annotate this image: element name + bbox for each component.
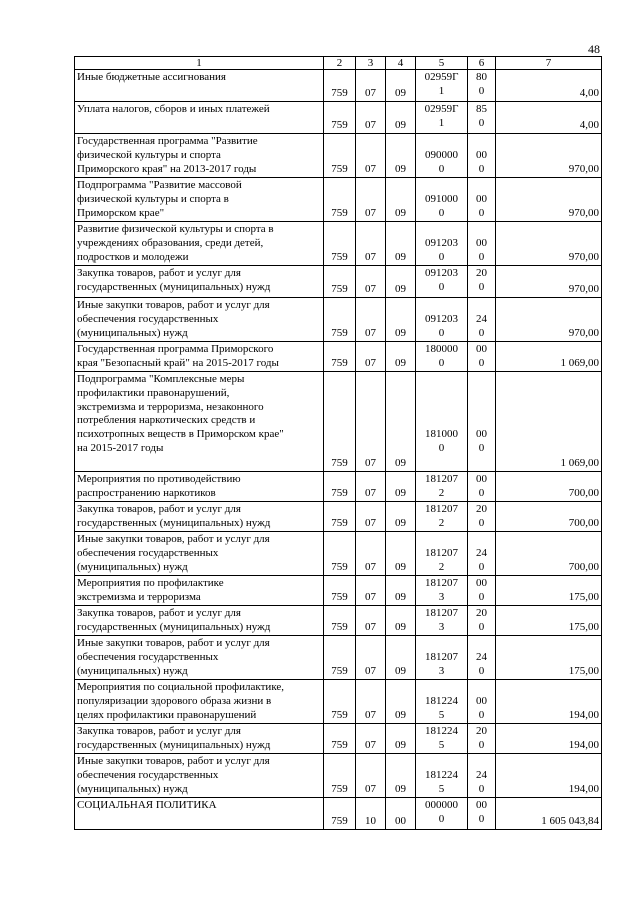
row-name-cell: Мероприятия по социальной профилактике, популяризации здорового образа жизни в целях профилактики правонарушений (75, 680, 324, 724)
row-code-cell: 09 (386, 754, 416, 798)
row-code-cell: 759 (324, 102, 356, 134)
row-code-cell: 759 (324, 266, 356, 298)
row-code-cell: 07 (356, 134, 386, 178)
row-amount-cell: 970,00 (496, 298, 602, 342)
row-name-cell: СОЦИАЛЬНАЯ ПОЛИТИКА (75, 798, 324, 830)
row-expense-code-cell: 00 0 (468, 472, 496, 502)
row-code-cell: 09 (386, 342, 416, 372)
row-code-cell: 07 (356, 266, 386, 298)
row-expense-code-cell: 00 0 (468, 178, 496, 222)
row-code-cell: 759 (324, 298, 356, 342)
row-code-cell: 09 (386, 298, 416, 342)
table-row (75, 502, 602, 532)
budget-table (74, 56, 602, 830)
table-row (75, 636, 602, 680)
row-expense-code-cell: 00 0 (468, 798, 496, 830)
row-expense-code-cell: 00 0 (468, 342, 496, 372)
header-row (75, 57, 602, 70)
row-code-cell: 759 (324, 636, 356, 680)
row-expense-code-cell: 80 0 (468, 70, 496, 102)
row-name-cell: Закупка товаров, работ и услуг для государственных (муниципальных) нужд (75, 606, 324, 636)
row-target-code-cell: 000000 0 (416, 798, 468, 830)
column-header: 1 (75, 57, 324, 70)
row-code-cell: 09 (386, 576, 416, 606)
row-code-cell: 07 (356, 102, 386, 134)
table-row (75, 266, 602, 298)
row-code-cell: 09 (386, 178, 416, 222)
table-row (75, 576, 602, 606)
row-expense-code-cell: 00 0 (468, 680, 496, 724)
row-code-cell: 07 (356, 342, 386, 372)
row-expense-code-cell: 00 0 (468, 576, 496, 606)
row-code-cell: 759 (324, 178, 356, 222)
row-code-cell: 07 (356, 606, 386, 636)
row-code-cell: 759 (324, 532, 356, 576)
row-code-cell: 07 (356, 178, 386, 222)
row-target-code-cell: 181224 5 (416, 724, 468, 754)
row-code-cell: 07 (356, 680, 386, 724)
row-amount-cell: 194,00 (496, 724, 602, 754)
row-expense-code-cell: 20 0 (468, 266, 496, 298)
row-target-code-cell: 02959Г 1 (416, 70, 468, 102)
page-number: 48 (588, 42, 600, 56)
row-name-cell: Мероприятия по противодействию распространению наркотиков (75, 472, 324, 502)
table-row (75, 472, 602, 502)
row-target-code-cell: 091203 0 (416, 298, 468, 342)
table-row (75, 754, 602, 798)
row-name-cell: Закупка товаров, работ и услуг для государственных (муниципальных) нужд (75, 724, 324, 754)
row-expense-code-cell: 85 0 (468, 102, 496, 134)
row-name-cell: Закупка товаров, работ и услуг для государственных (муниципальных) нужд (75, 502, 324, 532)
row-code-cell: 09 (386, 724, 416, 754)
row-name-cell: Иные закупки товаров, работ и услуг для обеспечения государственных (муниципальных) нужд (75, 636, 324, 680)
row-code-cell: 09 (386, 532, 416, 576)
table-row (75, 70, 602, 102)
row-code-cell: 759 (324, 472, 356, 502)
table-row (75, 680, 602, 724)
row-name-cell: Мероприятия по профилактике экстремизма и терроризма (75, 576, 324, 606)
table-row (75, 178, 602, 222)
row-code-cell: 759 (324, 502, 356, 532)
row-amount-cell: 1 069,00 (496, 372, 602, 472)
row-target-code-cell: 091203 0 (416, 222, 468, 266)
table-row (75, 342, 602, 372)
row-target-code-cell: 181000 0 (416, 372, 468, 472)
row-name-cell: Иные закупки товаров, работ и услуг для обеспечения государственных (муниципальных) нужд (75, 298, 324, 342)
row-code-cell: 09 (386, 70, 416, 102)
row-amount-cell: 175,00 (496, 606, 602, 636)
row-name-cell: Подпрограмма "Развитие массовой физической культуры и спорта в Приморском крае" (75, 178, 324, 222)
row-code-cell: 07 (356, 532, 386, 576)
row-expense-code-cell: 24 0 (468, 532, 496, 576)
row-code-cell: 07 (356, 222, 386, 266)
row-code-cell: 759 (324, 342, 356, 372)
row-code-cell: 10 (356, 798, 386, 830)
row-amount-cell: 700,00 (496, 472, 602, 502)
row-amount-cell: 175,00 (496, 576, 602, 606)
table-row (75, 606, 602, 636)
row-amount-cell: 1 605 043,84 (496, 798, 602, 830)
row-name-cell: Государственная программа "Развитие физической культуры и спорта Приморского края" на 2013-2017 годы (75, 134, 324, 178)
row-name-cell: Иные бюджетные ассигнования (75, 70, 324, 102)
row-name-cell: Развитие физической культуры и спорта в учреждениях образования, среди детей, подростков и молодежи (75, 222, 324, 266)
row-code-cell: 09 (386, 636, 416, 680)
row-code-cell: 07 (356, 502, 386, 532)
row-code-cell: 09 (386, 134, 416, 178)
row-amount-cell: 970,00 (496, 134, 602, 178)
row-amount-cell: 970,00 (496, 222, 602, 266)
column-header: 2 (324, 57, 356, 70)
table-row (75, 372, 602, 472)
column-header: 4 (386, 57, 416, 70)
row-expense-code-cell: 20 0 (468, 502, 496, 532)
row-amount-cell: 700,00 (496, 502, 602, 532)
row-name-cell: Иные закупки товаров, работ и услуг для обеспечения государственных (муниципальных) нужд (75, 532, 324, 576)
row-code-cell: 07 (356, 636, 386, 680)
row-target-code-cell: 181224 5 (416, 754, 468, 798)
row-code-cell: 759 (324, 222, 356, 266)
column-header: 7 (496, 57, 602, 70)
table-row (75, 724, 602, 754)
table-row (75, 298, 602, 342)
row-code-cell: 759 (324, 754, 356, 798)
row-target-code-cell: 091000 0 (416, 178, 468, 222)
row-expense-code-cell: 20 0 (468, 724, 496, 754)
row-code-cell: 759 (324, 134, 356, 178)
row-code-cell: 00 (386, 798, 416, 830)
row-name-cell: Иные закупки товаров, работ и услуг для обеспечения государственных (муниципальных) нужд (75, 754, 324, 798)
row-amount-cell: 700,00 (496, 532, 602, 576)
table-row (75, 532, 602, 576)
row-code-cell: 09 (386, 502, 416, 532)
row-name-cell: Уплата налогов, сборов и иных платежей (75, 102, 324, 134)
row-code-cell: 759 (324, 798, 356, 830)
row-expense-code-cell: 00 0 (468, 134, 496, 178)
row-code-cell: 09 (386, 222, 416, 266)
column-header: 3 (356, 57, 386, 70)
row-target-code-cell: 181207 2 (416, 502, 468, 532)
row-code-cell: 759 (324, 606, 356, 636)
row-code-cell: 09 (386, 372, 416, 472)
row-expense-code-cell: 24 0 (468, 298, 496, 342)
table-row (75, 102, 602, 134)
row-amount-cell: 175,00 (496, 636, 602, 680)
row-code-cell: 759 (324, 680, 356, 724)
row-code-cell: 07 (356, 724, 386, 754)
row-expense-code-cell: 24 0 (468, 636, 496, 680)
row-amount-cell: 4,00 (496, 70, 602, 102)
row-amount-cell: 194,00 (496, 754, 602, 798)
row-code-cell: 759 (324, 724, 356, 754)
row-code-cell: 759 (324, 372, 356, 472)
row-code-cell: 07 (356, 472, 386, 502)
row-expense-code-cell: 00 0 (468, 372, 496, 472)
row-expense-code-cell: 00 0 (468, 222, 496, 266)
row-target-code-cell: 090000 0 (416, 134, 468, 178)
column-header: 6 (468, 57, 496, 70)
row-code-cell: 09 (386, 606, 416, 636)
row-target-code-cell: 181207 2 (416, 532, 468, 576)
column-header: 5 (416, 57, 468, 70)
row-amount-cell: 4,00 (496, 102, 602, 134)
row-target-code-cell: 181207 3 (416, 576, 468, 606)
row-target-code-cell: 02959Г 1 (416, 102, 468, 134)
row-name-cell: Государственная программа Приморского края "Безопасный край" на 2015-2017 годы (75, 342, 324, 372)
row-code-cell: 07 (356, 754, 386, 798)
row-amount-cell: 194,00 (496, 680, 602, 724)
row-expense-code-cell: 20 0 (468, 606, 496, 636)
row-name-cell: Подпрограмма "Комплексные меры профилактики правонарушений, экстремизма и терроризма, незаконного потребления наркотических средств и психотропных веществ в Приморском крае" на 2015-2017 годы (75, 372, 324, 472)
row-code-cell: 07 (356, 576, 386, 606)
row-name-cell: Закупка товаров, работ и услуг для государственных (муниципальных) нужд (75, 266, 324, 298)
row-expense-code-cell: 24 0 (468, 754, 496, 798)
row-code-cell: 09 (386, 472, 416, 502)
row-code-cell: 759 (324, 70, 356, 102)
table-row (75, 798, 602, 830)
table-row (75, 134, 602, 178)
row-target-code-cell: 180000 0 (416, 342, 468, 372)
row-target-code-cell: 181207 3 (416, 636, 468, 680)
row-code-cell: 07 (356, 70, 386, 102)
row-code-cell: 759 (324, 576, 356, 606)
table-row (75, 222, 602, 266)
row-target-code-cell: 181224 5 (416, 680, 468, 724)
row-code-cell: 09 (386, 102, 416, 134)
row-target-code-cell: 091203 0 (416, 266, 468, 298)
row-amount-cell: 970,00 (496, 266, 602, 298)
row-target-code-cell: 181207 2 (416, 472, 468, 502)
row-code-cell: 09 (386, 680, 416, 724)
row-code-cell: 07 (356, 372, 386, 472)
row-amount-cell: 970,00 (496, 178, 602, 222)
row-target-code-cell: 181207 3 (416, 606, 468, 636)
row-code-cell: 07 (356, 298, 386, 342)
row-amount-cell: 1 069,00 (496, 342, 602, 372)
row-code-cell: 09 (386, 266, 416, 298)
